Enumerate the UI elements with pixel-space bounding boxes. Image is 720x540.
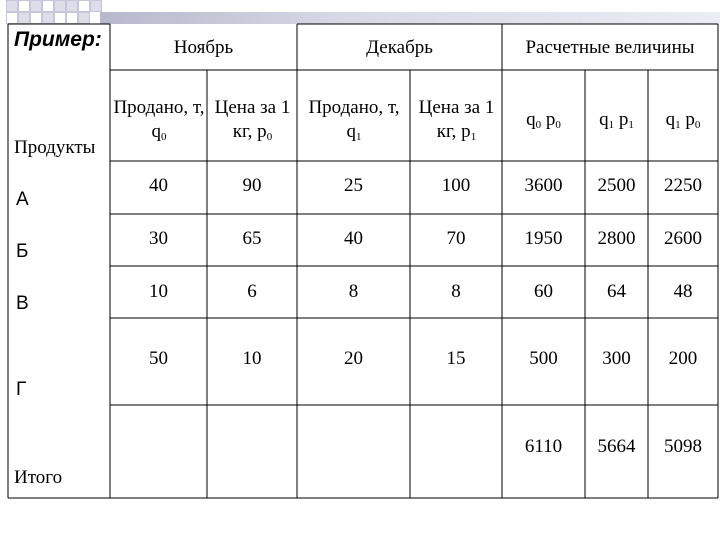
header-dec-sold: Продано, т, $q_1$: [308, 96, 400, 143]
table-cell: 25: [344, 175, 363, 197]
table-cell: 2600: [664, 228, 702, 250]
table-cell: 2800: [597, 228, 636, 250]
table-cell: 70: [446, 228, 466, 250]
table-cell: 15: [446, 348, 466, 370]
table-cell: 10: [149, 281, 168, 303]
header-nov-sold: Продано, т, $q_0$: [113, 96, 205, 143]
table-cell: 90: [242, 175, 262, 197]
table-cell: 3600: [524, 175, 563, 197]
table-cell: 100: [441, 175, 471, 197]
header-q0p0: $q_0$ $p_0$: [526, 108, 561, 131]
table-cell: 60: [534, 281, 553, 303]
table-cell: 50: [149, 348, 168, 370]
product-label: Б: [16, 241, 29, 263]
products-label: Продукты: [14, 137, 96, 159]
header-december: Декабрь: [366, 37, 433, 59]
table-cell: 500: [529, 348, 558, 370]
table-cell: 65: [242, 228, 262, 250]
total-cell: 5098: [664, 436, 702, 458]
header-calculated: Расчетные величины: [525, 37, 695, 59]
header-q1p1: $q_1$ $p_1$: [599, 108, 634, 131]
table-cell: 200: [668, 348, 698, 370]
table-cell: 2250: [664, 175, 702, 197]
table-cell: 6: [247, 281, 257, 303]
table-cell: 20: [344, 348, 363, 370]
table-cell: 40: [149, 175, 168, 197]
total-label: Итого: [14, 467, 63, 489]
slide-title: Пример:: [14, 28, 102, 51]
table-cell: 30: [149, 228, 168, 250]
table-cell: 64: [607, 281, 626, 303]
product-label: Г: [16, 379, 27, 401]
table-cell: 10: [242, 348, 262, 370]
total-cell: 6110: [524, 436, 563, 458]
table-cell: 2500: [597, 175, 636, 197]
table-cell: 1950: [524, 228, 563, 250]
total-cell: 5664: [597, 436, 636, 458]
product-label: В: [16, 293, 29, 315]
product-label: А: [16, 189, 29, 211]
table-cell: 40: [344, 228, 363, 250]
table-cell: 8: [348, 281, 359, 303]
header-q1p0: $q_1$ $p_0$: [665, 108, 701, 131]
table-cell: 48: [673, 281, 693, 303]
table-cell: 8: [451, 281, 461, 303]
header-nov-price: Цена за 1 кг, $p_0$: [214, 96, 291, 143]
header-november: Ноябрь: [173, 37, 234, 59]
table-cell: 300: [602, 348, 631, 370]
header-dec-price: Цена за 1 кг, $p_1$: [418, 96, 495, 143]
